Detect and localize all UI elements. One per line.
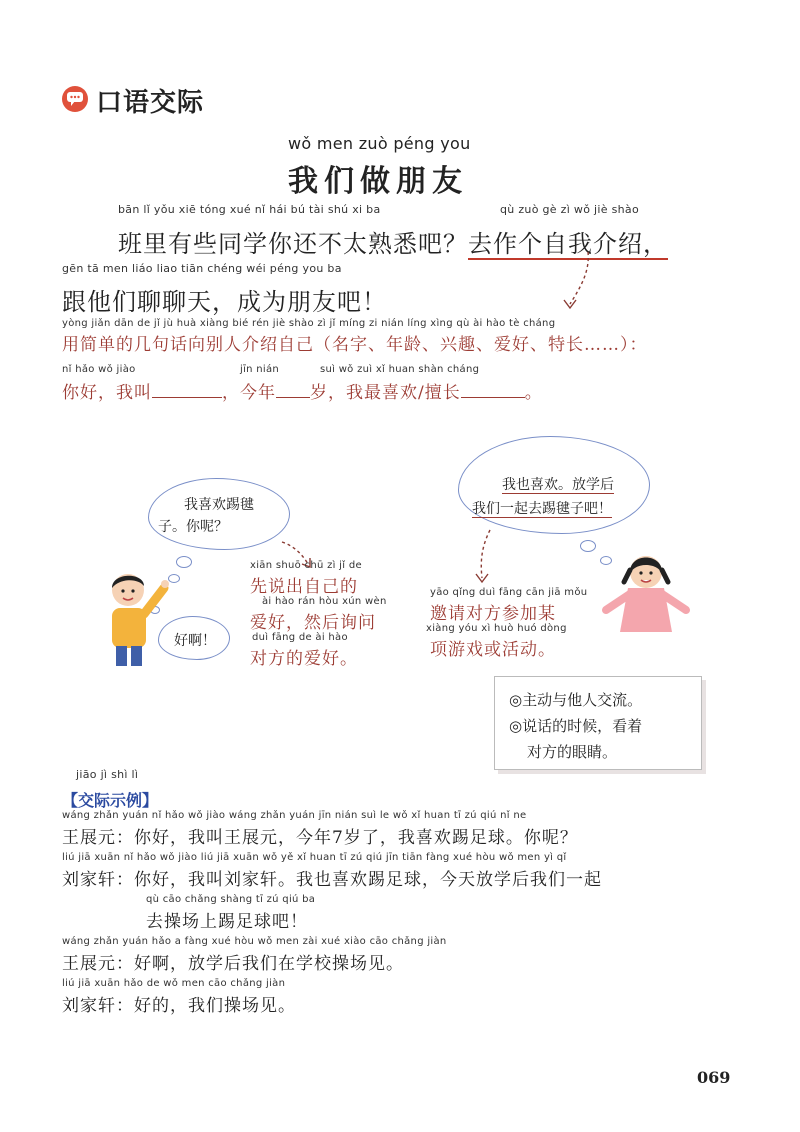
example-title-pinyin: jiāo jì shì lì [76,768,139,781]
girl-illustration [600,548,692,634]
sample-pinyin-b: jīn nián [240,364,280,375]
reply-text: 好啊！ [174,633,216,649]
example-line-5: 刘家轩：好的，我们操场见。 [62,996,296,1016]
left-tip-pinyin3: duì fāng de ài hào [252,632,348,643]
right-bubble-line1 [502,474,614,494]
intro-line2-pinyin: gēn tā men liáo liao tiān chéng wéi péng you ba [62,262,342,275]
left-tip-text1: 先说出自己的 [250,577,358,597]
example-title: 【交际示例】 [62,791,159,810]
right-tip-text2: 项游戏或活动。 [430,640,556,660]
cloud-dot [580,540,596,552]
title-pinyin: wǒ men zuò péng you [288,134,471,153]
example-line-4: 王展元：好啊，放学后我们在学校操场见。 [62,954,404,974]
left-tip-pinyin1: xiān shuō chū zì jǐ de [250,560,362,571]
left-tip-pinyin2: ài hào rán hòu xún wèn [262,596,387,607]
note-line1: ◎主动与他人交流。 [509,691,643,709]
example-pinyin-3: qù cāo chǎng shàng tī zú qiú ba [146,894,316,905]
example-line-2: 刘家轩：你好，我叫刘家轩。我也喜欢踢足球，今天放学后我们一起 [62,870,602,890]
sample-text-b: ，今年 [222,383,276,403]
example-line-3: 去操场上踢足球吧！ [146,912,308,932]
right-bubble-line2 [472,498,612,518]
right-tip-pinyin1: yāo qǐng duì fāng cān jiā mǒu [430,587,588,598]
note-line2: ◎说话的时候，看着 [509,717,643,735]
lesson-title: 我们做朋友 [288,164,468,199]
sample-text-c: 岁，我最喜欢/擅长 [310,383,461,403]
example-line-1: 王展元：你好，我叫王展元，今年7岁了，我喜欢踢足球。你呢？ [62,828,578,848]
sample-pinyin-c: suì wǒ zuì xǐ huan shàn cháng [320,364,480,375]
left-tip-text2: 爱好，然后询问 [250,613,376,633]
sample-sentence [62,378,543,403]
intro-line2: 跟他们聊聊天，成为朋友吧！ [62,288,387,316]
example-pinyin-2: liú jiā xuān nǐ hǎo wǒ jiào liú jiā xuān wǒ yě xǐ huan tī zú qiú jīn tiān fàng xué hòu wǒ men yì qǐ [62,852,567,863]
note-line3: 对方的眼睛。 [527,743,618,761]
section-title: 口语交际 [96,88,205,118]
arrow-dashed-icon [470,528,500,586]
sample-pinyin-a: nǐ hǎo wǒ jiào [62,364,136,375]
left-tip-text3: 对方的爱好。 [250,649,358,669]
intro-line1-text-a: 班里有些同学你还不太熟悉吧？ [118,230,468,258]
right-tip-pinyin2: xiàng yóu xì huò huó dòng [426,623,567,634]
example-pinyin-4: wáng zhǎn yuán hǎo a fàng xué hòu wǒ men zài xué xiào cāo chǎng jiàn [62,936,447,947]
page-number: 069 [697,1068,731,1087]
left-bubble-line1: 我喜欢踢毽 [184,497,254,513]
right-bubble-line2-text: 我们一起去踢毽子吧！ [472,501,612,517]
example-pinyin-1: wáng zhǎn yuán nǐ hǎo wǒ jiào wáng zhǎn yuán jīn nián suì le wǒ xǐ huan tī zú qiú nǐ ne [62,810,527,821]
example-pinyin-5: liú jiā xuān hǎo de wǒ men cāo chǎng jiàn [62,978,286,989]
hint-pinyin: yòng jiǎn dān de jǐ jù huà xiàng bié rén jiè shào zì jǐ míng zi nián líng xìng qù ài hào tè cháng [62,318,556,329]
sample-text-a: 你好，我叫 [62,383,152,403]
intro-line1-text-b: 去作个自我介绍， [468,230,668,258]
age-blank [276,383,310,398]
thought-cloud-left [148,478,290,550]
sample-text-d: 。 [524,383,543,403]
hint-text: 用简单的几句话向别人介绍自己（名字、年龄、兴趣、爱好、特长……）： [62,335,648,355]
left-bubble-line2: 子。你呢？ [158,519,228,535]
boy-illustration [94,568,172,668]
intro-line1-pinyin-a: bān lǐ yǒu xiē tóng xué nǐ hái bú tài shú xi ba [118,203,381,216]
note-box [494,676,702,770]
intro-line1-pinyin-b: qù zuò gè zì wǒ jiè shào [500,203,639,216]
hobby-blank [461,383,525,398]
right-tip-text1: 邀请对方参加某 [430,604,556,624]
name-blank [152,383,222,398]
arrow-dashed-icon [560,250,600,312]
right-bubble-line1-text: 我也喜欢。放学后 [502,477,614,493]
cloud-dot [176,556,192,568]
speech-bubble-icon [62,86,88,112]
